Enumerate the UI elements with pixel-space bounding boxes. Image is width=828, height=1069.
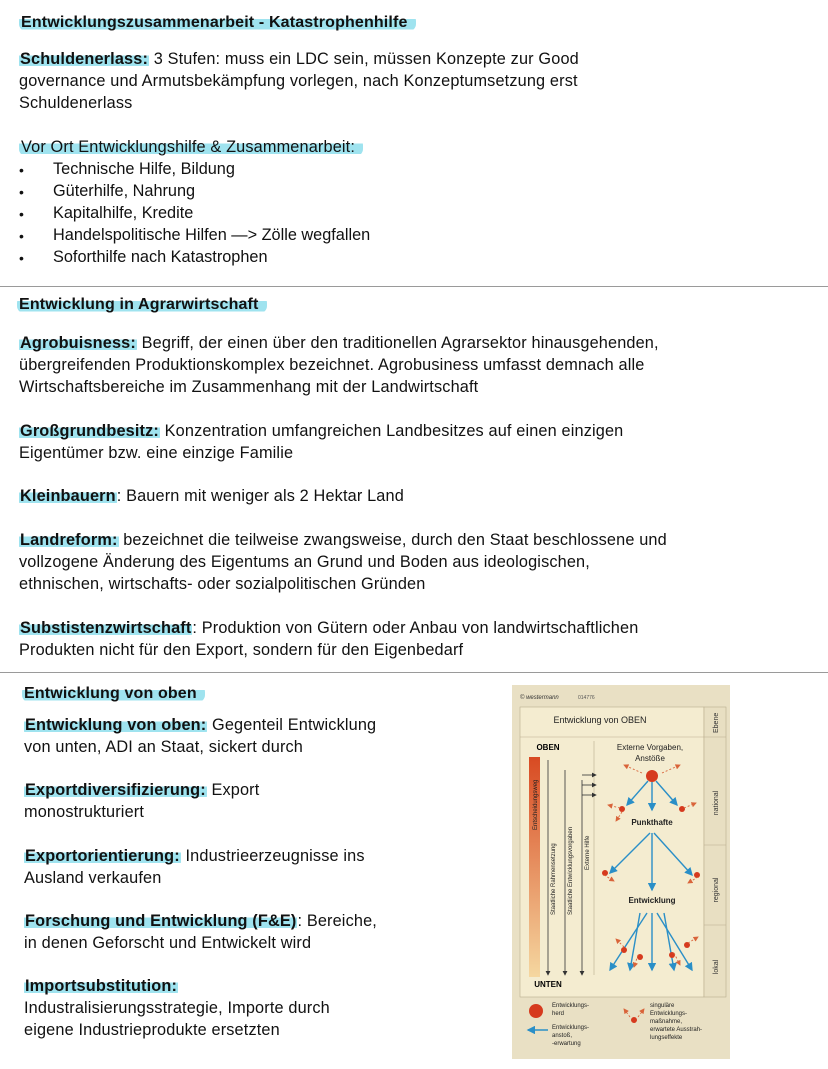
section-title-agrar-text: Entwicklung in Agrarwirtschaft [17,296,267,313]
term-landreform: Landreform: [20,531,118,549]
term-entwicklung-von-oben: Entwicklung von oben: [25,716,207,734]
figure-entwicklung-von-oben [512,685,730,1059]
bullet-1-symbol: • [19,162,24,178]
land-text-1: bezeichnet die teilweise zwangsweise, durch den Staat beschlossene und [118,531,667,549]
term-forschung-entwicklung: Forschung und Entwicklung (F&E) [25,912,297,930]
evo-text-1: Gegenteil Entwicklung [207,716,377,734]
imp-line-2: eigene Industrieprodukte ersetzten [24,1021,280,1039]
fe-line-1 [24,912,377,931]
term-grossgrundbesitz: Großgrundbesitz: [20,422,159,440]
expdiv-text-1: Export [206,781,260,799]
expdiv-line-2: monostrukturiert [24,803,145,821]
figure-ext-line-1: Externe Vorgaben, [616,743,684,752]
legend-anstoss-2: anstoß, [552,1033,573,1039]
section-title-oben-text: Entwicklung von oben [22,685,205,702]
bullet-item-1: Technische Hilfe, Bildung [53,160,235,178]
gross-line-2: Eigentümer bzw. eine einzige Familie [19,444,294,462]
sub-line-2: Produkten nicht für den Export, sondern für den Eigenbedarf [19,641,464,659]
figure-title: Entwicklung von OBEN [553,715,647,725]
section-title-ez [19,14,416,32]
land-line-3: ethnischen, wirtschafts- oder sozialpolitischen Gründen [19,575,426,593]
bullet-item-3: Kapitalhilfe, Kredite [53,204,194,222]
schulden-line-1 [19,50,579,69]
bullet-3-symbol: • [19,206,24,222]
section-title-oben [22,685,205,703]
klein-line-1 [19,487,404,506]
divider-1 [0,286,828,287]
figure-oben-label: OBEN [536,743,560,752]
legend-herd-dot [529,1004,543,1018]
sub-text-1: : Produktion von Gütern oder Anbau von landwirtschaftlichen [192,619,639,637]
imp-line-1: Industralisierungsstrategie, Importe durch [24,999,330,1017]
term-exportorientierung: Exportorientierung: [25,847,180,865]
bullet-item-5: Soforthilfe nach Katastrophen [53,248,268,266]
bullet-item-2: Güterhilfe, Nahrung [53,182,196,200]
expor-text-1: Industrieerzeugnisse ins [180,847,365,865]
bullet-2-symbol: • [19,184,24,200]
bullet-4-symbol: • [19,228,24,244]
section-title-ez-text: Entwicklungszusammenarbeit - Katastrophenhilfe [19,14,416,31]
figure-rahmen-label: Staatliche Rahmensetzung [551,843,557,915]
legend-sing-5: lungseffekte [650,1035,683,1041]
bullet-item-4: Handelspolitische Hilfen —> Zölle wegfallen [53,226,371,244]
schulden-text-1: 3 Stufen: muss ein LDC sein, müssen Konzepte zur Good [149,50,579,68]
legend-sing-3: maßnahme, [650,1019,683,1025]
legend-sing-2: Entwicklungs- [650,1011,688,1017]
evo-line-2: von unten, ADI an Staat, sickert durch [24,738,304,756]
legend-anstoss-3: -erwartung [552,1041,581,1047]
figure-herd-top [646,770,658,782]
expdiv-line-1 [24,781,259,800]
fe-text-1: : Bereiche, [297,912,377,930]
figure-extern-label: Externe Hilfe [585,835,591,870]
figure-vorgaben-label: Staatliche Entwicklungsvorgaben [568,826,574,915]
legend-sing-dot [631,1017,637,1023]
term-schuldenerlass: Schuldenerlass: [20,50,149,68]
figure-ebene-label: Ebene [713,712,720,733]
term-importsubstitution: Importsubstitution: [25,977,178,995]
schulden-line-2: governance und Armutsbekämpfung vorlegen, nach Konzeptumsetzung erst [19,72,578,90]
figure-publisher: © westermann [520,695,559,701]
gross-line-1 [19,422,623,441]
evo-line-1 [24,716,376,735]
expor-line-1 [24,847,365,866]
agro-line-1 [19,334,659,353]
bullet-5-symbol: • [19,250,24,266]
figure-regional-label: regional [713,877,720,903]
section-title-agrar [17,296,267,314]
legend-anstoss-1: Entwicklungs- [552,1025,590,1031]
agro-line-3: Wirtschaftsbereiche im Zusammenhang mit der Landwirtschaft [19,378,479,396]
expor-line-2: Ausland verkaufen [24,869,162,887]
figure-ext-line-2: Anstöße [635,754,665,763]
legend-herd-2: herd [552,1011,565,1017]
figure-lokal-label: lokal [713,959,720,975]
figure-unten-label: UNTEN [534,980,562,989]
sub-line-1 [19,619,638,638]
figure-punkthafte-label: Punkthafte [631,818,673,827]
figure-national-label: national [713,790,720,816]
vorort-title [19,138,363,157]
figure-code: 014776 [578,695,595,701]
figure-entscheidungsweg-label: Entscheidungsweg [533,779,539,830]
legend-sing-4: erwartete Ausstrah- [650,1027,703,1033]
term-agrobuisness: Agrobuisness: [20,334,136,352]
term-subsistenzwirtschaft: Substistenzwirtschaft [20,619,192,637]
term-kleinbauern: Kleinbauern [20,487,116,505]
fe-line-2: in denen Geforscht und Entwickelt wird [24,934,312,952]
land-line-2: vollzogene Änderung des Eigentums an Grund und Boden aus ideologischen, [19,553,590,571]
schulden-line-3: Schuldenerlass [19,94,133,112]
gross-text-1: Konzentration umfangreichen Landbesitzes auf einen einzigen [159,422,624,440]
figure-ebene-column [704,707,726,997]
term-exportdiversifizierung: Exportdiversifizierung: [25,781,206,799]
figure-entwicklung-label: Entwicklung [628,896,676,905]
agro-text-1: Begriff, der einen über den traditionellen Agrarsektor hinausgehenden, [136,334,659,352]
vorort-title-text: Vor Ort Entwicklungshilfe & Zusammenarbeit: [19,138,363,156]
klein-text-1: : Bauern mit weniger als 2 Hektar Land [116,487,404,505]
land-line-1 [19,531,667,550]
imp-line-0 [24,977,178,996]
divider-2 [0,672,828,673]
agro-line-2: übergreifenden Produktionskomplex bezeichnet. Agrobusiness umfasst demnach alle [19,356,645,374]
legend-herd-1: Entwicklungs- [552,1003,590,1009]
legend-sing-1: singuläre [650,1003,675,1009]
